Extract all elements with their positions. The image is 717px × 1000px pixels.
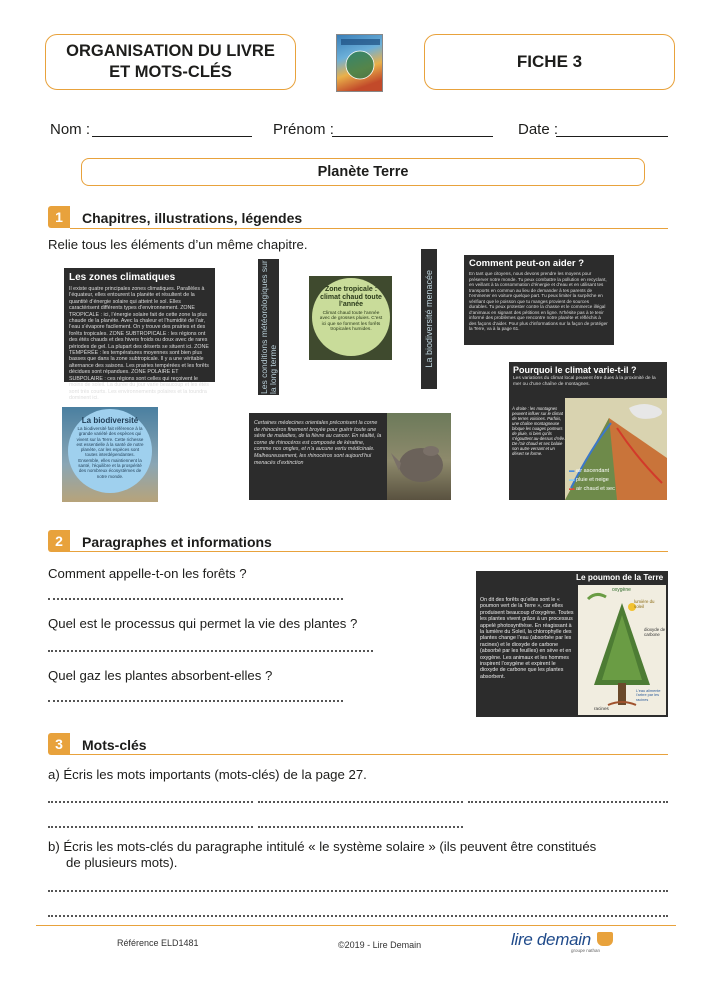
footer-divider [36,925,676,926]
section2-number: 2 [48,530,70,552]
vertical-caption-1: Les conditions météorologiques sur la long terme [258,260,278,394]
biodiversite-body: La biodiversité fait référence à la grande variété des espèces qui vivent sur la Terre. Cette richesse est essentielle à la santé de notre planète, car les espèces sont toutes interdépendantes. Ensemble, elles maintiennent la santé, l’équilibre et la prospérité des nombreux écosystèmes de notre monde. [76,426,144,479]
section2-divider [70,551,668,552]
answer-b-line-1[interactable] [48,890,668,892]
date-label: Date : [518,121,559,138]
section2-title: Paragraphes et informations [82,534,272,550]
climat-body: Les variations du climat local peuvent être dues à la proximité de la mer ou d’une chaîne de montagnes. [513,376,656,387]
label-eau: L’eau alimente l’arbre par les racines [636,689,661,702]
date-field[interactable] [556,136,668,137]
logo-text: lire demain [511,930,591,949]
section3-number: 3 [48,733,70,755]
legend-air-ascendant: ▬ air ascendant [569,468,610,474]
question-a: a) Écris les mots importants (mots-clés) de la page 27. [48,767,367,782]
book-cover-thumbnail [336,34,383,92]
globe-icon [337,35,384,93]
section3-title: Mots-clés [82,737,147,753]
answer-b-line-2[interactable] [48,915,668,917]
nom-field[interactable] [92,136,252,137]
poumon-body: On dit des forêts qu’elles sont le « poumon vert de la Terre », car elles produisent beaucoup d’oxygène. Toutes les plantes vivent grâce à un processus appelé photosynthèse. En réagissant à la lumière du Soleil, la chlorophylle des plantes change l’eau (absorbée par les racines) et le dioxyde de carbone (absorbé par les feuilles) en sève et en oxygène. Les animaux et les hommes inspirent l’oxygène et expirent le dioxyde de carbone que les plantes absorbent. [480,597,574,680]
card-comment-aider[interactable] [464,255,614,345]
vertical-caption-1-box[interactable] [258,259,279,395]
biodiversite-circle [68,409,152,493]
prenom-label: Prénom : [273,121,334,138]
question-b-line-1: b) Écris les mots-clés du paragraphe intitulé « le système solaire » (ils peuvent être constitués [48,839,597,854]
tropicale-title: Zone tropicale : climat chaud toute l’année [320,286,382,308]
arrow-blue-icon: ▬ [569,468,575,474]
title-line-2: ET MOTS-CLÉS [109,63,232,81]
question-b-line-2: de plusieurs mots). [66,855,178,870]
card-poumon-terre[interactable] [476,571,668,717]
vertical-caption-2: La biodiversité menacée [424,270,434,368]
biodiversite-title: La biodiversité [81,416,139,425]
climat-title: Pourquoi le climat varie-t-il ? [513,365,637,375]
label-racines: racines [594,706,609,711]
label-lumiere: lumière du soleil [634,599,655,609]
section1-divider [70,228,668,229]
aider-body: En tant que citoyens, nous devons prendre les moyens pour préserver notre monde. Tu peux combattre la pollution en recyclant, en veillant à ta consommation d’énergie et d’eau et en utilisant tes transports en commun au lieu de demander à tes parents de t’emmener en voiture quelque part. Tu peux limiter la surpêche en vérifiant que le poisson que tu manges provient de sources durables. Tu peux protester contre la chasse et le commerce illégal d’animaux en signant des pétitions en ligne. N’hésite pas à te tenir informé des problèmes que rencontre notre planète et réfléchis à des façons d’aider. Pour plus d’informations sur la façon de protéger la Terre, va à la page 61. [469,271,608,331]
card-zones-title: Les zones climatiques [69,272,176,283]
card-zones-body: Il existe quatre principales zones climatiques. Parallèles à l’équateur, elles entourent la planète et résultent de la quantité d’énergie solaire qui atteint le sol. Elles caractérisent différents types d’environnement. ZONE TROPICALE : ici, l’énergie solaire fait de cette zone la plus chaude de la planète. Avec la chaleur et l’humidité de l’air, l’eau s’évapore facilement. On y trouve des prairies et des forêts tropicales. ZONE SUBTROPICALE : les régions ont des étés chauds et des hivers froids ou doux avec de rares périodes de gel. La plupart des déserts se situent ici. ZONE TEMPÉRÉE : les températures moyennes sont bien plus basses que dans la zone subtropicale. Il y a une véritable alternance des saisons. Les prairies tempérées et les forêts décidues sont répandues. ZONE POLAIRE ET SUBPOLAIRE : ces régions sont celles qui reçoivent le moins de soleil. La durée du jour varie beaucoup et les étés sont très courts. Les environnements polaires et la toundra dominent ici. [69,286,209,401]
section1-title: Chapitres, illustrations, légendes [82,210,303,226]
card-zones-climatiques[interactable] [64,268,215,401]
footer-reference: Référence ELD1481 [117,938,199,948]
rhino-icon [387,413,451,500]
section1-number: 1 [48,206,70,228]
title-line-1: ORGANISATION DU LIVRE [66,42,275,60]
answer-a-line-1a[interactable] [48,801,253,803]
answer-a-line-2b[interactable] [258,826,463,828]
answer-a-line-1b[interactable] [258,801,463,803]
rhino-body: Certaines médecines orientales préconisent la corne de rhinocéros finement broyée pour guérir toute une série de maladies, de la fièvre au cancer. En réalité, la corne de rhinocéros est composée de kératine, comme nos ongles, et n’a aucune vertu médicinale. Malheureusement, les rhinocéros sont aujourd’hui menacés d’extinction [254,420,382,466]
answer-2-line[interactable] [48,650,373,652]
section1-instruction: Relie tous les éléments d’un même chapitre. [48,237,308,252]
card-rhinoceros[interactable] [249,413,451,500]
answer-a-line-2a[interactable] [48,826,253,828]
footer-copyright: ©2019 - Lire Demain [338,940,422,950]
subtitle: Planète Terre [317,164,409,180]
arrow-red-icon: ▬ [569,486,575,492]
answer-a-line-1c[interactable] [468,801,668,803]
footer-logo [511,930,613,953]
tropicale-body: Climat chaud toute l’année avec de grosses pluies. C’est ici que se forment les forêts tropicales humides. [319,310,383,333]
climat-caption: À droite : les montagnes peuvent influer sur le climat de terres voisines. Parfois, une chaîne montagneuse bloque les nuages porteurs de pluie, si bien qu’ils s’égouttent au-dessus d’elle. De l’air chaud et sec balaie son autre versant et un désert se forme. [512,406,566,456]
arrow-cyan-icon: ▬ [569,477,575,483]
question-1: Comment appelle-t-on les forêts ? [48,566,247,581]
label-co2: dioxyde de carbone [644,627,666,637]
prenom-field[interactable] [332,136,493,137]
legend-pluie: ▬ pluie et neige [569,477,609,483]
fiche-box [424,34,675,90]
logo-subtext: groupe nathan [571,948,601,953]
card-zone-tropicale[interactable] [309,276,392,360]
poumon-title: Le poumon de la Terre [576,573,664,582]
section3-divider [70,754,668,755]
aider-title: Comment peut-on aider ? [469,258,585,269]
card-climat-varie[interactable] [509,362,667,500]
question-2: Quel est le processus qui permet la vie des plantes ? [48,616,358,631]
answer-1-line[interactable] [48,598,343,600]
legend-air-chaud: ▬ air chaud et sec [569,486,615,492]
answer-3-line[interactable] [48,700,343,702]
card-biodiversite[interactable] [62,407,158,502]
question-3: Quel gaz les plantes absorbent-elles ? [48,668,273,683]
header-title-box [45,34,296,90]
rhino-photo [387,413,451,500]
vertical-caption-2-box[interactable] [421,249,437,389]
fiche-label: FICHE 3 [516,52,583,71]
tropicale-circle [312,278,390,356]
nom-label: Nom : [50,121,91,138]
poumon-illustration [578,585,666,715]
label-oxygene: oxygène [612,587,631,593]
book-logo-icon [597,932,613,946]
subtitle-box [81,158,645,186]
